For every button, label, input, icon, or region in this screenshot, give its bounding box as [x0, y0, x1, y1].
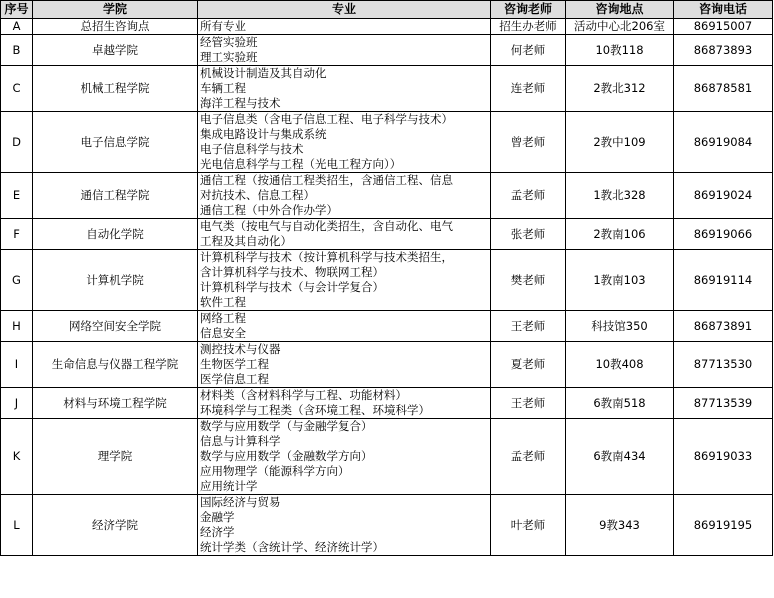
code-cell: K	[1, 419, 33, 495]
major-item: 数学与应用数学（与金融学复合）	[200, 419, 373, 433]
header-college: 学院	[33, 1, 198, 19]
major-item: 工程及其自动化）	[200, 234, 292, 248]
major-item: 信息与计算科学	[200, 434, 281, 448]
college-cell: 理学院	[33, 419, 198, 495]
college-cell: 材料与环境工程学院	[33, 388, 198, 419]
teacher-cell: 孟老师	[491, 173, 566, 219]
table-body	[1, 19, 773, 556]
location-cell: 6教南518	[566, 388, 674, 419]
header-phone: 咨询电话	[674, 1, 773, 19]
code-cell: E	[1, 173, 33, 219]
major-item: 机械设计制造及其自动化	[200, 66, 327, 80]
teacher-cell: 孟老师	[491, 419, 566, 495]
phone-cell: 87713530	[674, 342, 773, 388]
major-item: 应用物理学（能源科学方向）	[200, 464, 350, 478]
college-cell: 经济学院	[33, 495, 198, 556]
major-item: 软件工程	[200, 295, 246, 309]
major-item: 理工实验班	[200, 50, 258, 64]
code-cell: J	[1, 388, 33, 419]
teacher-cell: 叶老师	[491, 495, 566, 556]
header-code: 序号	[1, 1, 33, 19]
phone-cell: 86919114	[674, 250, 773, 311]
table-row	[1, 19, 773, 35]
major-item: 车辆工程	[200, 81, 246, 95]
teacher-cell: 招生办老师	[491, 19, 566, 35]
major-item: 计算机科学与技术（按计算机科学与技术类招生，	[200, 250, 453, 264]
code-cell: A	[1, 19, 33, 35]
teacher-cell: 连老师	[491, 66, 566, 112]
location-cell: 1教北328	[566, 173, 674, 219]
phone-cell: 86919084	[674, 112, 773, 173]
table-row	[1, 35, 773, 66]
major-item: 生物医学工程	[200, 357, 269, 371]
header-teacher: 咨询老师	[491, 1, 566, 19]
major-item: 医学信息工程	[200, 372, 269, 386]
code-cell: L	[1, 495, 33, 556]
teacher-cell: 张老师	[491, 219, 566, 250]
table-row	[1, 219, 773, 250]
major-item: 通信工程（按通信工程类招生，含通信工程、信息	[200, 173, 453, 187]
phone-cell: 86919033	[674, 419, 773, 495]
teacher-cell: 王老师	[491, 311, 566, 342]
major-item: 海洋工程与技术	[200, 96, 281, 110]
major-item: 信息安全	[200, 326, 246, 340]
location-cell: 9教343	[566, 495, 674, 556]
majors-cell	[198, 342, 491, 388]
majors-cell	[198, 250, 491, 311]
teacher-cell: 樊老师	[491, 250, 566, 311]
major-item: 电子信息类（含电子信息工程、电子科学与技术）	[200, 112, 453, 126]
code-cell: F	[1, 219, 33, 250]
college-cell: 生命信息与仪器工程学院	[33, 342, 198, 388]
college-cell: 总招生咨询点	[33, 19, 198, 35]
major-item: 统计学类（含统计学、经济统计学）	[200, 540, 384, 554]
major-item: 电子信息科学与技术	[200, 142, 304, 156]
college-cell: 自动化学院	[33, 219, 198, 250]
table-row	[1, 419, 773, 495]
phone-cell: 86878581	[674, 66, 773, 112]
majors-cell	[198, 173, 491, 219]
major-item: 计算机科学与技术（与会计学复合）	[200, 280, 384, 294]
majors-cell	[198, 219, 491, 250]
phone-cell: 86919195	[674, 495, 773, 556]
major-item: 环境科学与工程类（含环境工程、环境科学）	[200, 403, 430, 417]
major-item: 光电信息科学与工程（光电工程方向））	[200, 157, 402, 171]
header-location: 咨询地点	[566, 1, 674, 19]
major-item: 所有专业	[200, 19, 246, 33]
code-cell: I	[1, 342, 33, 388]
major-item: 对抗技术、信息工程）	[200, 188, 315, 202]
location-cell: 2教中109	[566, 112, 674, 173]
phone-cell: 87713539	[674, 388, 773, 419]
majors-cell	[198, 19, 491, 35]
majors-cell	[198, 66, 491, 112]
majors-cell	[198, 495, 491, 556]
code-cell: D	[1, 112, 33, 173]
table-row	[1, 342, 773, 388]
major-item: 通信工程（中外合作办学）	[200, 203, 338, 217]
header-majors: 专业	[198, 1, 491, 19]
code-cell: H	[1, 311, 33, 342]
location-cell: 6教南434	[566, 419, 674, 495]
college-cell: 机械工程学院	[33, 66, 198, 112]
table-row	[1, 66, 773, 112]
location-cell: 10教118	[566, 35, 674, 66]
phone-cell: 86919066	[674, 219, 773, 250]
header-row	[1, 1, 773, 19]
teacher-cell: 何老师	[491, 35, 566, 66]
location-cell: 活动中心北206室	[566, 19, 674, 35]
college-cell: 计算机学院	[33, 250, 198, 311]
major-item: 测控技术与仪器	[200, 342, 281, 356]
college-cell: 卓越学院	[33, 35, 198, 66]
phone-cell: 86919024	[674, 173, 773, 219]
major-item: 集成电路设计与集成系统	[200, 127, 327, 141]
major-item: 金融学	[200, 510, 235, 524]
phone-cell: 86873891	[674, 311, 773, 342]
majors-cell	[198, 112, 491, 173]
majors-cell	[198, 419, 491, 495]
college-cell: 网络空间安全学院	[33, 311, 198, 342]
major-item: 含计算机科学与技术、物联网工程）	[200, 265, 384, 279]
table-row	[1, 388, 773, 419]
table-row	[1, 250, 773, 311]
code-cell: C	[1, 66, 33, 112]
code-cell: B	[1, 35, 33, 66]
major-item: 应用统计学	[200, 479, 258, 493]
major-item: 网络工程	[200, 311, 246, 325]
location-cell: 2教北312	[566, 66, 674, 112]
majors-cell	[198, 311, 491, 342]
major-item: 经济学	[200, 525, 235, 539]
table-row	[1, 311, 773, 342]
phone-cell: 86873893	[674, 35, 773, 66]
location-cell: 2教南106	[566, 219, 674, 250]
teacher-cell: 夏老师	[491, 342, 566, 388]
location-cell: 科技馆350	[566, 311, 674, 342]
majors-cell	[198, 35, 491, 66]
location-cell: 1教南103	[566, 250, 674, 311]
college-cell: 通信工程学院	[33, 173, 198, 219]
major-item: 材料类（含材料科学与工程、功能材料）	[200, 388, 407, 402]
location-cell: 10教408	[566, 342, 674, 388]
teacher-cell: 曾老师	[491, 112, 566, 173]
table-row	[1, 495, 773, 556]
major-item: 电气类（按电气与自动化类招生，含自动化、电气	[200, 219, 453, 233]
major-item: 经管实验班	[200, 35, 258, 49]
majors-cell	[198, 388, 491, 419]
code-cell: G	[1, 250, 33, 311]
major-item: 国际经济与贸易	[200, 495, 281, 509]
phone-cell: 86915007	[674, 19, 773, 35]
table-row	[1, 173, 773, 219]
major-item: 数学与应用数学（金融数学方向）	[200, 449, 373, 463]
teacher-cell: 王老师	[491, 388, 566, 419]
college-cell: 电子信息学院	[33, 112, 198, 173]
table-row	[1, 112, 773, 173]
